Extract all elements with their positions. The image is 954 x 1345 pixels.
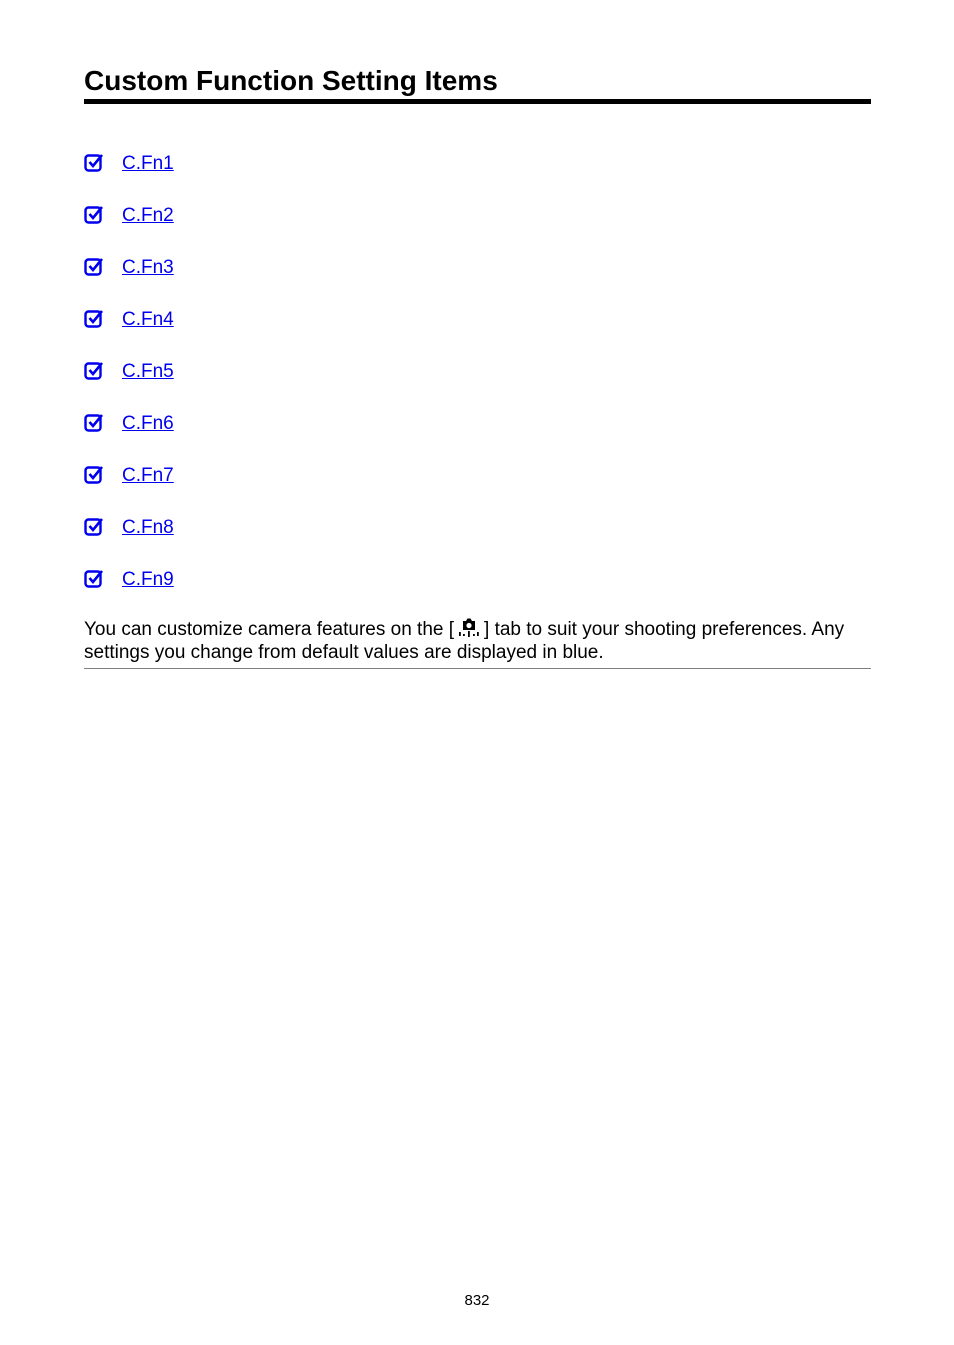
section-divider [84,668,871,669]
check-box-icon [84,413,104,433]
list-item [84,358,871,410]
link-cfn4[interactable]: C.Fn4 [122,309,174,330]
page-title: Custom Function Setting Items [84,65,498,96]
link-cfn1[interactable]: C.Fn1 [122,153,174,174]
link-cfn8[interactable]: C.Fn8 [122,517,174,538]
list-item [84,254,871,306]
description-paragraph [84,617,871,664]
list-item [84,306,871,358]
check-box-icon [84,205,104,225]
check-box-icon [84,257,104,277]
check-box-icon [84,153,104,173]
list-item [84,410,871,462]
check-box-icon [84,517,104,537]
description-text-end: ] tab to suit your shooting preferences. Any settings you change from default values are displayed in blue. [84,619,845,663]
link-cfn6[interactable]: C.Fn6 [122,413,174,434]
cfn-link-list [84,150,871,618]
link-cfn9[interactable]: C.Fn9 [122,569,174,590]
link-cfn2[interactable]: C.Fn2 [122,205,174,226]
check-box-icon [84,569,104,589]
title-underline [84,99,871,104]
link-cfn3[interactable]: C.Fn3 [122,257,174,278]
check-box-icon [84,465,104,485]
link-cfn5[interactable]: C.Fn5 [122,361,174,382]
list-item [84,462,871,514]
page-number: 832 [464,1292,490,1309]
description-text-start: You can customize camera features on the [ [84,619,455,640]
list-item [84,150,871,202]
list-item [84,514,871,566]
check-box-icon [84,309,104,329]
custom-functions-camera-icon [454,617,484,639]
link-cfn7[interactable]: C.Fn7 [122,465,174,486]
check-box-icon [84,361,104,381]
list-item [84,202,871,254]
list-item [84,566,871,618]
